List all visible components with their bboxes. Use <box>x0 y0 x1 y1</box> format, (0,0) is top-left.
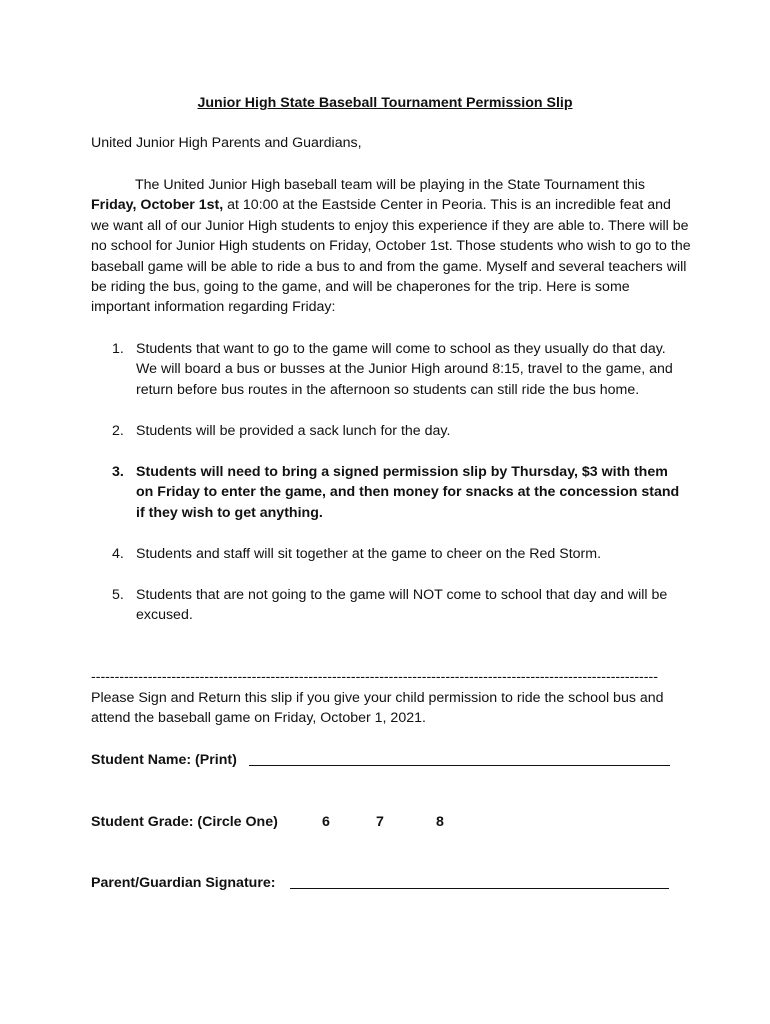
list-item-number: 1. <box>112 341 124 357</box>
list-item-text: Students that are not going to the game will NOT come to school that day and will be excused. <box>136 586 668 624</box>
signature-line[interactable] <box>290 888 669 889</box>
student-name-line[interactable] <box>249 765 670 766</box>
grade-option-8[interactable]: 8 <box>436 814 444 830</box>
student-name-label: Student Name: (Print) <box>91 752 237 768</box>
document-title: Junior High State Baseball Tournament Permission Slip <box>197 95 573 111</box>
list-item-number: 2. <box>112 422 124 439</box>
salutation: United Junior High Parents and Guardians, <box>91 135 362 151</box>
list-item <box>91 462 681 523</box>
sign-return-note: Please Sign and Return this slip if you give your child permission to ride the school bus and attend the baseball game on Friday, October 1, 2021. <box>91 690 664 727</box>
intro-text-2: at 10:00 at the Eastside Center in Peoria. This is an incredible feat and we want all of our Junior High students to enjoy this experience if they are able to. There will be no school for Junior High students on Friday, October 1st. Those students who wish to go to the baseball game will be able to ride a bus to and from the game. Myself and several teachers will be riding the bus, going to the game, and will be chaperones for the trip. Here is some important information regarding Friday: <box>91 197 691 316</box>
list-item <box>91 421 681 441</box>
list-item-number: 3. <box>112 463 124 480</box>
student-grade-label: Student Grade: (Circle One) <box>91 814 278 830</box>
intro-bold-date: Friday, October 1st, <box>91 197 224 214</box>
list-item-number: 4. <box>112 545 124 562</box>
intro-text-1: The United Junior High baseball team will be playing in the State Tournament this <box>135 177 645 193</box>
information-list <box>91 339 681 646</box>
list-item <box>91 339 681 400</box>
grade-option-6[interactable]: 6 <box>322 814 330 830</box>
list-item-text: Students will need to bring a signed permission slip by Thursday, $3 with them on Friday to enter the game, and then money for snacks at the concession stand if they wish to get anything. <box>136 463 680 521</box>
list-item-text: Students and staff will sit together at the game to cheer on the Red Storm. <box>136 545 602 562</box>
list-item-text: Students that want to go to the game will come to school as they usually do that day. We will board a bus or busses at the Junior High around 8:15, travel to the game, and return before bus routes in the afternoon so students can still ride the bus home. <box>136 341 673 398</box>
list-item <box>91 544 681 564</box>
list-item-number: 5. <box>112 586 124 603</box>
list-item-text: Students will be provided a sack lunch for the day. <box>136 422 451 439</box>
signature-label: Parent/Guardian Signature: <box>91 875 276 891</box>
grade-option-7[interactable]: 7 <box>376 814 384 830</box>
list-item <box>91 585 681 626</box>
intro-paragraph <box>91 175 691 318</box>
cut-line-divider: ------------------------------------------------------------------------------------------------------------------------ <box>91 669 658 685</box>
